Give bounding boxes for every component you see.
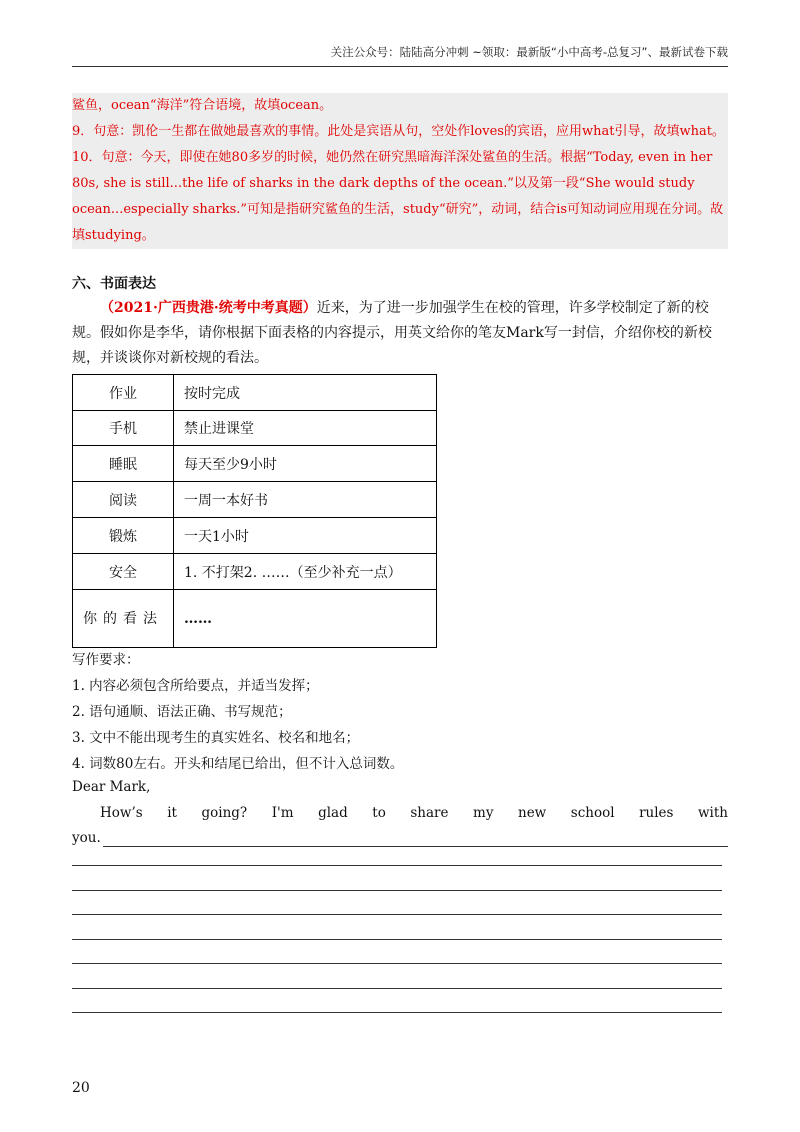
- requirement-item: 3. 文中不能出现考生的真实姓名、校名和地名；: [72, 730, 360, 746]
- answer-line[interactable]: [72, 939, 722, 940]
- opening-word: glad: [318, 805, 348, 821]
- table-row: [73, 590, 437, 648]
- answer-line[interactable]: [72, 914, 722, 915]
- page-header: 关注公众号：陆陆高分冲刺 ~领取：最新版“小中高考-总复习”、最新试卷下载: [72, 44, 728, 67]
- letter-second-line: [72, 829, 728, 847]
- opening-word: going?: [201, 805, 248, 821]
- opening-word: with: [698, 805, 728, 821]
- letter-greeting: Dear Mark,: [72, 779, 151, 795]
- answer-paragraph: 10．句意：今天，即使在她80多岁的时候，她仍然在研究黑暗海洋深处鲨鱼的生活。根据“Today, even in her 80s, she is still...the life of sharks in the dark depths of the ocean.”以及第一段“She would study ocean...especially sharks.”可知是指研究鲨鱼的生活，study“研究”，动词，结合is可知动词应用现在分词。故填studying。: [72, 150, 724, 243]
- prompt-text: 近来，为了进一步加强学生在校的管理，许多学校制定了新的校规。假如你是李华，请你根据下面表格的内容提示，用英文给你的笔友Mark写一封信，介绍你校的新校规，并谈谈你对新校规的看法。: [72, 300, 712, 366]
- requirements-title: 写作要求：: [72, 652, 140, 668]
- rule-key: 你的看法: [73, 590, 174, 648]
- answer-line[interactable]: [72, 963, 722, 964]
- answer-explanation-box: [72, 93, 728, 249]
- rule-value: ……: [174, 590, 437, 648]
- answer-paragraph: 9．句意：凯伦一生都在做她最喜欢的事情。此处是宾语从句，空处作loves的宾语，应用what引导，故填what。: [72, 124, 725, 139]
- section-title: 六、书面表达: [72, 276, 156, 292]
- opening-word: to: [372, 805, 386, 821]
- table-row: [73, 446, 437, 482]
- rule-value: 一周一本好书: [174, 482, 437, 518]
- page-number: 20: [72, 1080, 90, 1096]
- letter-opening: [72, 777, 728, 847]
- school-rules-table: [72, 374, 437, 648]
- writing-prompt: [72, 296, 728, 371]
- rule-key: 睡眠: [73, 446, 174, 482]
- opening-word: How’s: [100, 805, 143, 821]
- opening-word: I'm: [271, 805, 294, 821]
- answer-line[interactable]: [103, 830, 728, 847]
- table-row: [73, 411, 437, 446]
- rule-value: 1. 不打架2. ……（至少补充一点）: [174, 554, 437, 590]
- requirement-item: 2. 语句通顺、语法正确、书写规范；: [72, 704, 292, 720]
- answer-line[interactable]: [72, 865, 722, 866]
- writing-requirements: [72, 647, 728, 777]
- opening-word: it: [167, 805, 177, 821]
- table-row: [73, 554, 437, 590]
- table-row: [73, 375, 437, 411]
- rule-value: 每天至少9小时: [174, 446, 437, 482]
- opening-word: my: [473, 805, 494, 821]
- rule-value: 禁止进课堂: [174, 411, 437, 446]
- requirement-item: 1. 内容必须包含所给要点，并适当发挥；: [72, 678, 319, 694]
- table-row: [73, 482, 437, 518]
- line2-start: you.: [72, 830, 101, 846]
- letter-first-line: [72, 803, 728, 823]
- rule-key: 手机: [73, 411, 174, 446]
- answer-paragraph: 鲨鱼，ocean“海洋”符合语境，故填ocean。: [72, 98, 333, 113]
- table-row: [73, 518, 437, 554]
- opening-word: school: [570, 805, 615, 821]
- rule-value: 按时完成: [174, 375, 437, 411]
- rule-key: 锻炼: [73, 518, 174, 554]
- rule-key: 阅读: [73, 482, 174, 518]
- rule-value: 一天1小时: [174, 518, 437, 554]
- prompt-source: （2021·广西贵港·统考中考真题）: [100, 300, 317, 316]
- rule-key: 安全: [73, 554, 174, 590]
- answer-line[interactable]: [72, 1012, 722, 1013]
- rule-key: 作业: [73, 375, 174, 411]
- opening-word: share: [410, 805, 449, 821]
- answer-line[interactable]: [72, 890, 722, 891]
- requirement-item: 4. 词数80左右。开头和结尾已给出，但不计入总词数。: [72, 756, 404, 772]
- opening-word: rules: [639, 805, 674, 821]
- answer-line[interactable]: [72, 988, 722, 989]
- opening-word: new: [518, 805, 547, 821]
